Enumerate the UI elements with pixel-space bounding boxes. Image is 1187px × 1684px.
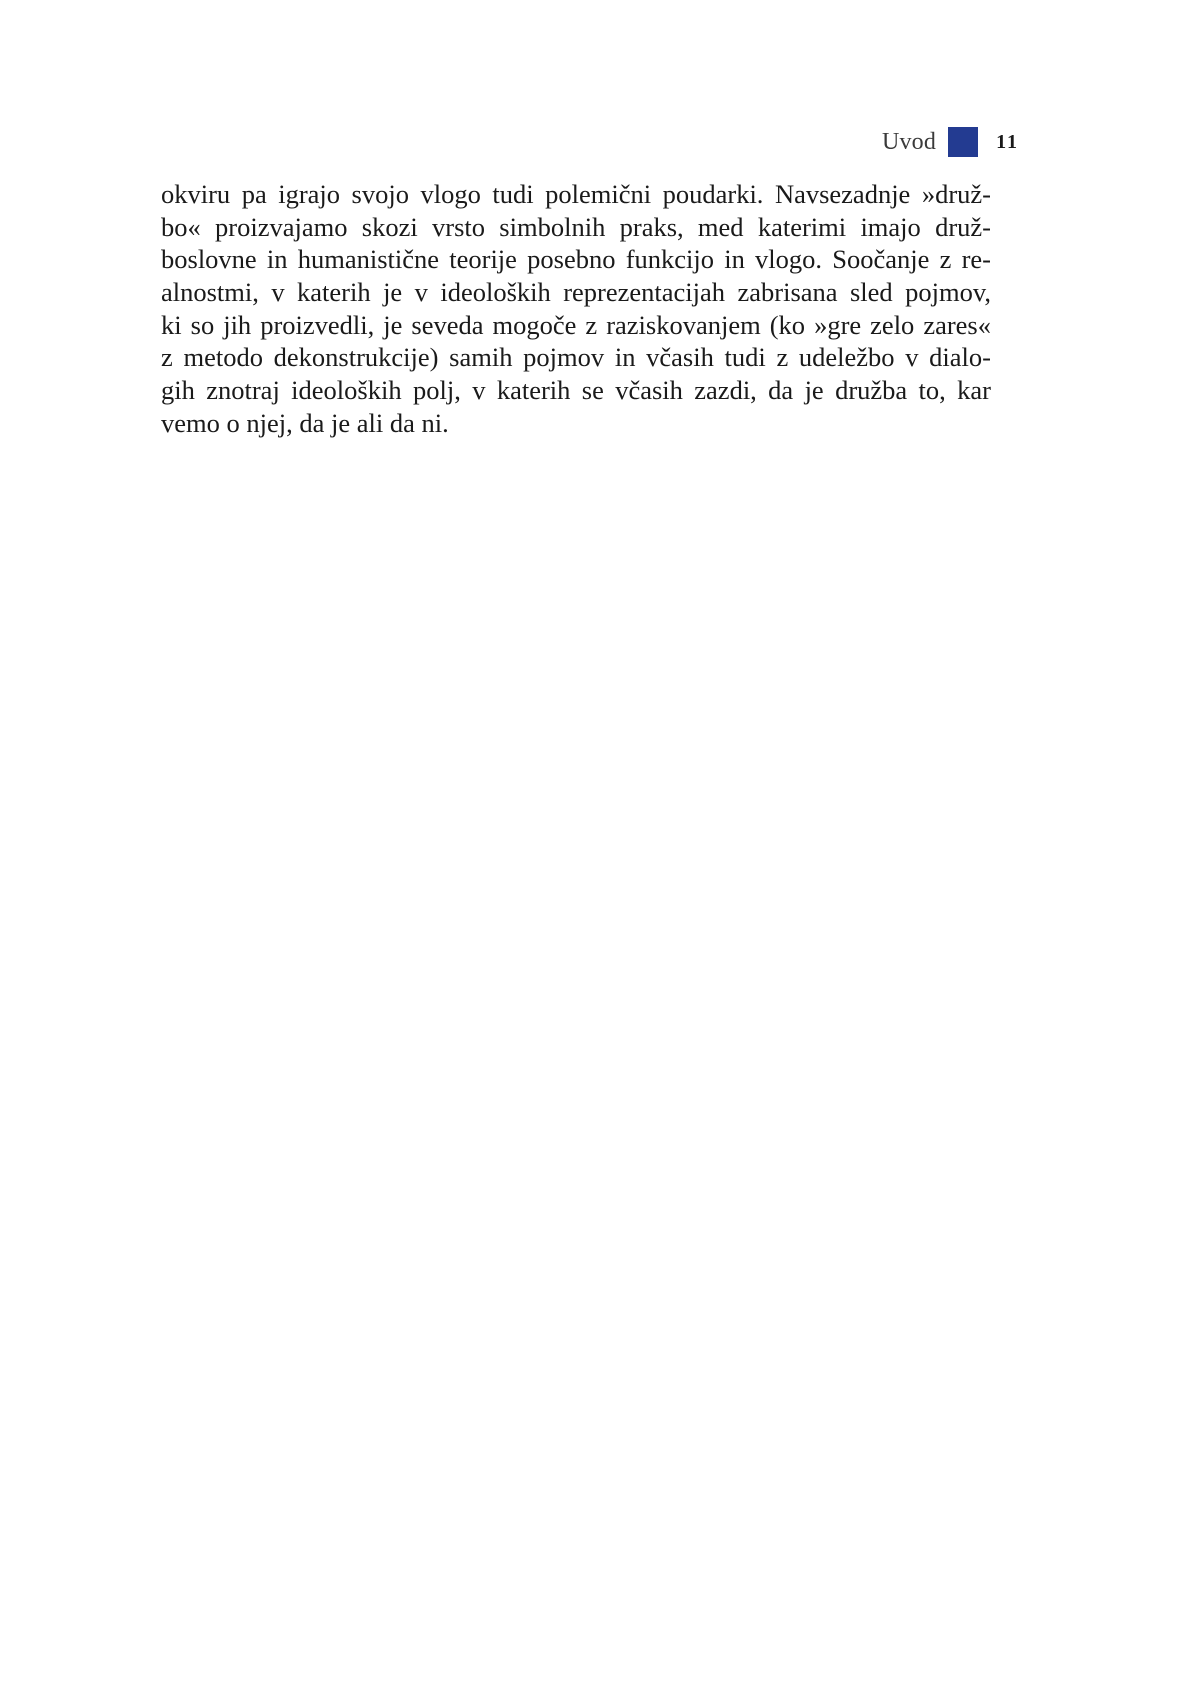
body-paragraph <box>161 178 991 440</box>
text-line: z metodo dekonstrukcije) samih pojmov in včasih tudi z udeležbo v dialo- <box>161 342 991 373</box>
page-number: 11 <box>996 131 1019 153</box>
text-line: boslovne in humanistične teorije posebno funkcijo in vlogo. Soočanje z re- <box>161 244 991 275</box>
text-line: okviru pa igrajo svojo vlogo tudi polemični poudarki. Navsezadnje »druž- <box>161 179 991 209</box>
text-line: gih znotraj ideoloških polj, v katerih se včasih zazdi, da je družba to, kar <box>161 375 991 406</box>
text-line: alnostmi, v katerih je v ideoloških reprezentacijah zabrisana sled pojmov, <box>161 277 991 308</box>
text-line: vemo o njej, da je ali da ni. <box>161 407 449 438</box>
blue-square-marker <box>948 127 978 157</box>
text-line: bo« proizvajamo skozi vrsto simbolnih praks, med katerimi imajo druž- <box>161 211 991 242</box>
text-line: ki so jih proizvedli, je seveda mogoče z raziskovanjem (ko »gre zelo zares« <box>161 309 991 340</box>
running-header <box>882 126 1019 158</box>
section-title: Uvod <box>881 129 937 155</box>
